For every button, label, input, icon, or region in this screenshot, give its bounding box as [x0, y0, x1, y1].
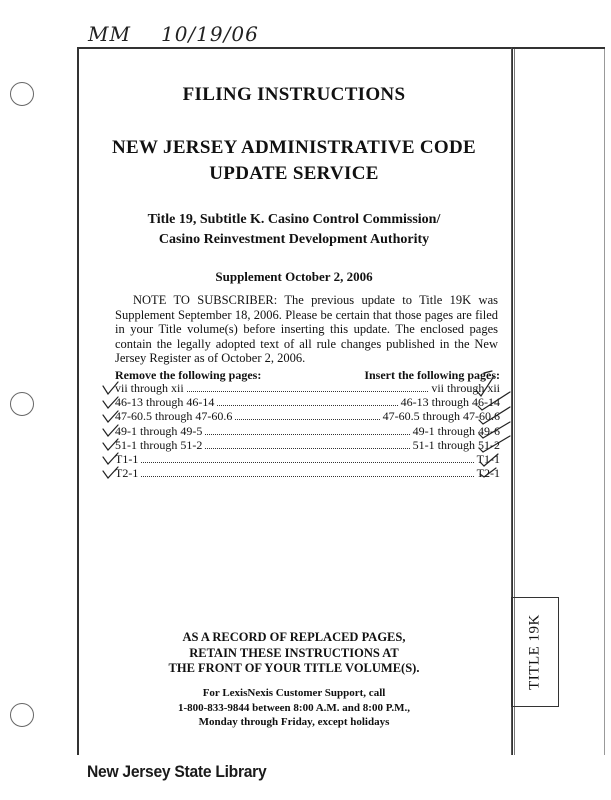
customer-support	[79, 686, 509, 730]
record-notice-line: AS A RECORD OF REPLACED PAGES,	[182, 630, 406, 644]
remove-pages: 49-1 through 49-5	[115, 423, 203, 438]
title-subtitle-line: Casino Reinvestment Development Authority	[158, 232, 430, 247]
service-title-line: NEW JERSEY ADMINISTRATIVE CODE	[112, 137, 476, 158]
insert-pages: 46-13 through 46-14	[400, 395, 500, 410]
handwritten-initials: MM	[88, 22, 131, 46]
handwritten-date: 10/19/06	[160, 22, 259, 46]
binder-hole	[10, 392, 34, 416]
library-stamp: New Jersey State Library	[87, 762, 267, 781]
title-tab	[511, 597, 559, 707]
service-title-line: UPDATE SERVICE	[209, 163, 379, 184]
table-row	[115, 395, 500, 409]
table-row	[115, 424, 500, 438]
insert-pages: vii through xii	[431, 381, 500, 395]
table-row	[115, 381, 500, 395]
binder-hole	[10, 82, 34, 106]
record-notice-line: RETAIN THESE INSTRUCTIONS AT	[189, 645, 399, 660]
title-subtitle	[79, 210, 509, 250]
title-tab-label: TITLE 19K	[526, 614, 543, 690]
insert-pages: 51-1 through 51-2	[412, 437, 500, 452]
handwritten-checkmarks-right	[470, 370, 515, 480]
table-row	[115, 438, 500, 452]
remove-pages: T1-1	[115, 451, 139, 466]
record-notice	[79, 630, 509, 677]
supplement-date: Supplement October 2, 2006	[215, 269, 373, 284]
pages-table	[115, 381, 500, 480]
customer-support-line: For LexisNexis Customer Support, call	[202, 687, 386, 699]
handwritten-checkmarks-left	[100, 380, 120, 480]
customer-support-line: 1-800-833-9844 between 8:00 A.M. and 8:00 P.M.,	[177, 701, 411, 714]
remove-pages: T2-1	[115, 466, 139, 481]
remove-header: Remove the following pages:	[115, 368, 262, 382]
remove-pages: 46-13 through 46-14	[115, 395, 215, 410]
insert-pages: 47-60.5 through 47-60.6	[382, 409, 500, 424]
binder-hole	[10, 703, 34, 727]
record-notice-line: THE FRONT OF YOUR TITLE VOLUME(S).	[168, 661, 420, 675]
handwritten-note	[88, 22, 259, 46]
service-title	[79, 135, 509, 187]
table-row	[115, 452, 500, 466]
insert-pages: 49-1 through 49-6	[412, 423, 500, 438]
remove-pages: 47-60.5 through 47-60.6	[115, 409, 233, 424]
table-row	[115, 409, 500, 423]
insert-pages: T1-1	[476, 451, 500, 466]
table-row	[115, 466, 500, 480]
remove-pages: vii through xii	[115, 381, 184, 395]
filing-instructions-heading: FILING INSTRUCTIONS	[182, 84, 406, 105]
insert-pages: T2-1	[476, 466, 500, 481]
title-subtitle-line: Title 19, Subtitle K. Casino Control Commission/	[147, 212, 441, 227]
insert-header: Insert the following pages:	[364, 368, 500, 382]
remove-pages: 51-1 through 51-2	[115, 437, 203, 452]
customer-support-line: Monday through Friday, except holidays	[198, 716, 390, 728]
subscriber-note: NOTE TO SUBSCRIBER: The previous update to Title 19K was Supplement September 18, 2006. Please be certain that those pages are filed in your Title volume(s) before inserting this update. The enclosed pages contain the legally adopted text of all rule changes published in the New Jersey Register as of October 2, 2006.	[115, 293, 498, 365]
